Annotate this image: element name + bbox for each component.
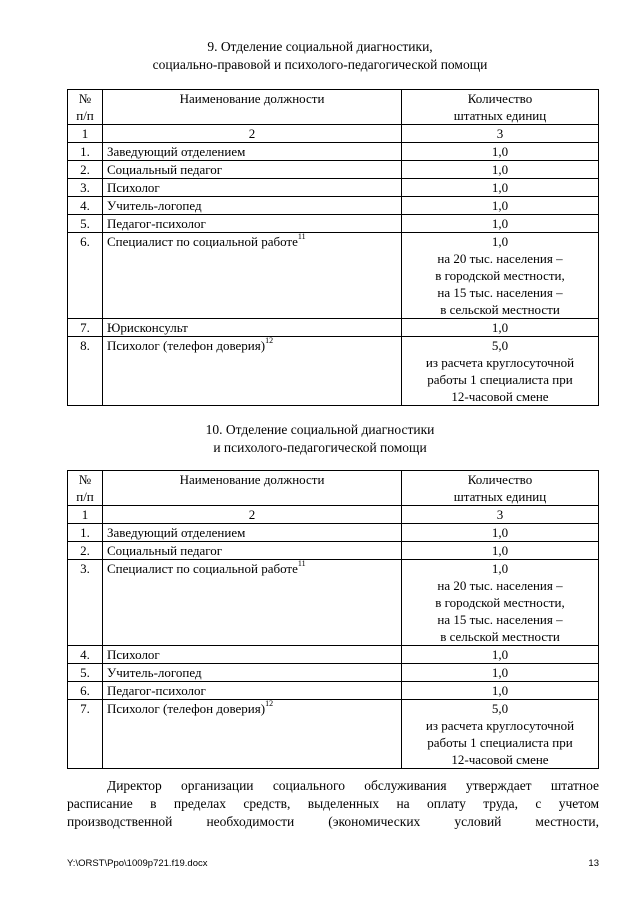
section10-title-line1: 10. Отделение социальной диагностики: [205, 422, 435, 437]
header-num-text: №: [78, 472, 92, 487]
staff-quantity-line: 5,0: [491, 701, 509, 716]
position-name-text: Специалист по социальной работе: [107, 234, 298, 249]
footer-file-path: Y:\ORST\Ppo\1009p721.f19.docx: [67, 858, 208, 869]
staff-quantity-line: на 20 тыс. населения –: [437, 251, 563, 266]
staff-quantity-line: 1,0: [491, 162, 509, 177]
section9-title-line1: 9. Отделение социальной диагностики,: [207, 39, 433, 54]
header-name-cell: Наименование должности: [103, 471, 402, 506]
staff-quantity: [402, 542, 599, 560]
position-name-text: Юрисконсульт: [107, 320, 188, 335]
staff-quantity-line: 1,0: [491, 234, 509, 249]
position-name: [103, 524, 402, 542]
section10-title: [0, 421, 640, 457]
position-name-text: Педагог-психолог: [107, 216, 206, 231]
table-row: [68, 179, 599, 197]
footnote-ref: 11: [297, 232, 306, 241]
column-number-cell: 3: [402, 125, 599, 143]
staff-quantity-line: из расчета круглосуточной: [425, 718, 575, 733]
footer-page-number: 13: [588, 858, 599, 869]
staff-quantity-line: 12-часовой смене: [451, 389, 549, 404]
row-number: 6.: [68, 233, 103, 319]
staff-quantity-line: 1,0: [491, 647, 509, 662]
position-name: [103, 161, 402, 179]
staff-quantity-line: 1,0: [491, 561, 509, 576]
footnote-ref: 12: [265, 699, 274, 708]
column-number-cell: 1: [68, 125, 103, 143]
table-row: [68, 319, 599, 337]
table-row: [68, 197, 599, 215]
position-name-text: Специалист по социальной работе: [107, 561, 298, 576]
footnote-ref: 12: [265, 336, 274, 345]
position-name: [103, 700, 402, 769]
section10-table-body: [68, 471, 599, 769]
staff-quantity-line: на 15 тыс. населения –: [437, 612, 563, 627]
staff-quantity: [402, 179, 599, 197]
position-name: [103, 682, 402, 700]
header-num-text: п/п: [76, 108, 94, 123]
row-number: 5.: [68, 215, 103, 233]
row-number: 1.: [68, 143, 103, 161]
header-qty-cell: [402, 471, 599, 506]
section10-title-line2: и психолого-педагогической помощи: [213, 440, 427, 455]
staff-quantity-line: 1,0: [491, 198, 509, 213]
position-name-text: Психолог: [107, 647, 160, 662]
position-name-text: Психолог: [107, 180, 160, 195]
position-name: [103, 337, 402, 406]
staff-quantity: [402, 319, 599, 337]
staff-quantity-line: 5,0: [491, 338, 509, 353]
row-number: 3.: [68, 179, 103, 197]
section9-title: [0, 38, 640, 74]
header-qty-text: штатных единиц: [453, 489, 547, 504]
position-name-text: Социальный педагог: [107, 162, 223, 177]
row-number: 5.: [68, 664, 103, 682]
position-name: [103, 143, 402, 161]
position-name-text: Педагог-психолог: [107, 683, 206, 698]
staff-quantity-line: 1,0: [491, 144, 509, 159]
staff-quantity: [402, 664, 599, 682]
position-name-text: Социальный педагог: [107, 543, 223, 558]
column-numbers-row: [68, 125, 599, 143]
table-row: [68, 337, 599, 406]
table-row: [68, 524, 599, 542]
position-name: [103, 233, 402, 319]
header-row: [68, 90, 599, 125]
staff-quantity: [402, 143, 599, 161]
staff-quantity-line: 12-часовой смене: [451, 752, 549, 767]
table-row: [68, 233, 599, 319]
position-name-text: Заведующий отделением: [107, 144, 246, 159]
column-numbers-row: [68, 506, 599, 524]
position-name: [103, 179, 402, 197]
staff-quantity-line: из расчета круглосуточной: [425, 355, 575, 370]
table-row: [68, 664, 599, 682]
position-name: [103, 560, 402, 646]
section9-title-line2: социально-правовой и психолого-педагогической помощи: [152, 57, 488, 72]
staff-quantity-line: 1,0: [491, 320, 509, 335]
row-number: 7.: [68, 319, 103, 337]
column-number-cell: 2: [103, 506, 402, 524]
staff-quantity-line: в городской местности,: [435, 595, 565, 610]
row-number: 2.: [68, 542, 103, 560]
row-number: 6.: [68, 682, 103, 700]
position-name-text: Психолог (телефон доверия): [107, 338, 266, 353]
staff-quantity-line: работы 1 специалиста при: [427, 735, 573, 750]
position-name-text: Заведующий отделением: [107, 525, 246, 540]
staff-quantity-line: в сельской местности: [440, 302, 560, 317]
staff-quantity-line: 1,0: [491, 665, 509, 680]
position-name: [103, 542, 402, 560]
header-name-cell: Наименование должности: [103, 90, 402, 125]
staff-quantity-line: 1,0: [491, 216, 509, 231]
staff-quantity-line: работы 1 специалиста при: [427, 372, 573, 387]
column-number-cell: 3: [402, 506, 599, 524]
table-row: [68, 161, 599, 179]
paragraph-line: Директор организации социального обслуживания утверждает штатное: [107, 778, 599, 793]
position-name: [103, 319, 402, 337]
header-qty-text: Количество: [467, 472, 533, 487]
staff-quantity-line: на 20 тыс. населения –: [437, 578, 563, 593]
staff-quantity-line: в городской местности,: [435, 268, 565, 283]
header-qty-text: Количество: [467, 91, 533, 106]
column-number-cell: 1: [68, 506, 103, 524]
table-row: [68, 682, 599, 700]
table-row: [68, 560, 599, 646]
position-name: [103, 215, 402, 233]
staff-quantity: [402, 233, 599, 319]
table-row: [68, 542, 599, 560]
staff-quantity-line: 1,0: [491, 180, 509, 195]
table-row: [68, 215, 599, 233]
section9-table: [67, 89, 599, 406]
section10-table: [67, 470, 599, 769]
staff-quantity: [402, 524, 599, 542]
position-name-text: Учитель-логопед: [107, 665, 202, 680]
row-number: 4.: [68, 197, 103, 215]
header-qty-text: штатных единиц: [453, 108, 547, 123]
staff-quantity-line: 1,0: [491, 525, 509, 540]
row-number: 3.: [68, 560, 103, 646]
staff-quantity-line: на 15 тыс. населения –: [437, 285, 563, 300]
staff-quantity-line: 1,0: [491, 683, 509, 698]
row-number: 7.: [68, 700, 103, 769]
staff-quantity: [402, 215, 599, 233]
staff-quantity: [402, 700, 599, 769]
position-name-text: Психолог (телефон доверия): [107, 701, 266, 716]
footnote-ref: 11: [297, 559, 306, 568]
row-number: 8.: [68, 337, 103, 406]
staff-quantity: [402, 682, 599, 700]
header-num-cell: [68, 471, 103, 506]
staff-quantity: [402, 337, 599, 406]
table-row: [68, 646, 599, 664]
position-name-text: Учитель-логопед: [107, 198, 202, 213]
staff-quantity-line: в сельской местности: [440, 629, 560, 644]
staff-quantity: [402, 560, 599, 646]
header-qty-cell: [402, 90, 599, 125]
staff-quantity: [402, 646, 599, 664]
staff-quantity: [402, 197, 599, 215]
paragraph-line: расписание в пределах средств, выделенных на оплату труда, с учетом: [67, 796, 599, 811]
position-name: [103, 197, 402, 215]
staff-quantity: [402, 161, 599, 179]
column-number-cell: 2: [103, 125, 402, 143]
paragraph-line: производственной необходимости (экономических условий местности,: [67, 814, 599, 829]
header-row: [68, 471, 599, 506]
header-num-text: п/п: [76, 489, 94, 504]
header-num-cell: [68, 90, 103, 125]
body-paragraph: [67, 777, 599, 831]
row-number: 1.: [68, 524, 103, 542]
section9-table-body: [68, 90, 599, 406]
table-row: [68, 700, 599, 769]
staff-quantity-line: 1,0: [491, 543, 509, 558]
row-number: 4.: [68, 646, 103, 664]
table-row: [68, 143, 599, 161]
header-num-text: №: [78, 91, 92, 106]
row-number: 2.: [68, 161, 103, 179]
position-name: [103, 646, 402, 664]
position-name: [103, 664, 402, 682]
